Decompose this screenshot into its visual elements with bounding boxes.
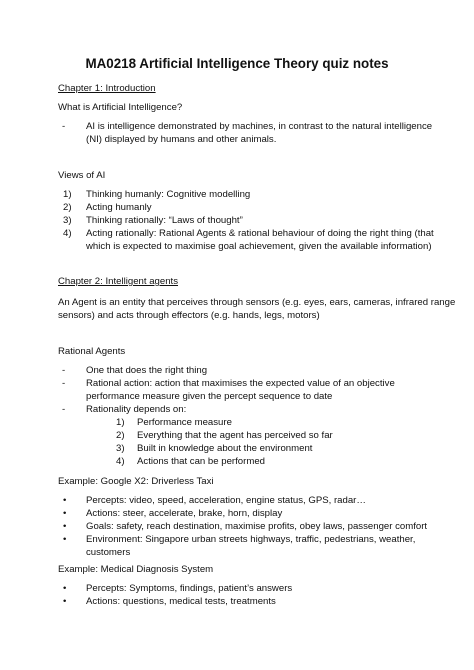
depends-number: 1): [116, 417, 125, 428]
example-1-item-continuation: customers: [86, 547, 131, 558]
ai-definition-line-2: (NI) displayed by humans and other animals.: [86, 134, 277, 145]
view-number: 3): [63, 215, 72, 226]
rational-item: Rationality depends on:: [86, 404, 187, 415]
bullet-marker: •: [63, 508, 67, 519]
bullet-marker: •: [63, 495, 67, 506]
depends-item: Performance measure: [137, 417, 232, 428]
agent-definition-line-2: sensors) and acts through effectors (e.g. hands, legs, motors): [58, 310, 320, 321]
depends-number: 2): [116, 430, 125, 441]
depends-item: Everything that the agent has perceived so far: [137, 430, 333, 441]
example-1-item: Environment: Singapore urban streets highways, traffic, pedestrians, weather,: [86, 534, 416, 545]
dash-marker: -: [62, 404, 66, 415]
depends-number: 3): [116, 443, 125, 454]
view-item: Thinking humanly: Cognitive modelling: [86, 189, 251, 200]
example-2-item: Actions: questions, medical tests, treatments: [86, 596, 276, 607]
view-number: 4): [63, 228, 72, 239]
view-item: Thinking rationally: “Laws of thought”: [86, 215, 243, 226]
example-1-heading: Example: Google X2: Driverless Taxi: [58, 476, 214, 487]
depends-item: Actions that can be performed: [137, 456, 265, 467]
view-number: 2): [63, 202, 72, 213]
depends-item: Built in knowledge about the environment: [137, 443, 313, 454]
views-heading: Views of AI: [58, 170, 106, 181]
example-2-heading: Example: Medical Diagnosis System: [58, 564, 214, 575]
bullet-marker: •: [63, 521, 67, 532]
view-number: 1): [63, 189, 72, 200]
example-1-item: Percepts: video, speed, acceleration, engine status, GPS, radar…: [86, 495, 366, 506]
rational-agents-heading: Rational Agents: [58, 346, 126, 357]
depends-number: 4): [116, 456, 125, 467]
view-item-continuation: which is expected to maximise goal achievement, given the available information): [86, 241, 432, 252]
bullet-marker: •: [63, 534, 67, 545]
dash-marker: -: [62, 365, 66, 376]
example-2-item: Percepts: Symptoms, findings, patient’s answers: [86, 583, 293, 594]
example-1-item: Actions: steer, accelerate, brake, horn, display: [86, 508, 283, 519]
example-1-item: Goals: safety, reach destination, maximise profits, obey laws, passenger comfort: [86, 521, 428, 532]
ai-question: What is Artificial Intelligence?: [58, 102, 183, 113]
dash-marker: -: [62, 378, 66, 389]
view-item: Acting rationally: Rational Agents & rational behaviour of doing the right thing (that: [86, 228, 434, 239]
rational-item: Rational action: action that maximises the expected value of an objective: [86, 378, 395, 389]
agent-definition-line-1: An Agent is an entity that perceives through sensors (e.g. eyes, ears, cameras, infrared range: [58, 297, 456, 308]
ai-definition-line-1: AI is intelligence demonstrated by machines, in contrast to the natural intelligence: [86, 121, 433, 132]
rational-item-continuation: performance measure given the percept sequence to date: [86, 391, 333, 402]
view-item: Acting humanly: [86, 202, 152, 213]
bullet-marker: •: [63, 596, 67, 607]
document-title: MA0218 Artificial Intelligence Theory quiz notes: [85, 56, 389, 71]
dash-marker: -: [62, 121, 66, 132]
chapter-1-heading: Chapter 1: Introduction: [58, 83, 156, 94]
chapter-2-heading: Chapter 2: Intelligent agents: [58, 276, 179, 287]
rational-item: One that does the right thing: [86, 365, 208, 376]
bullet-marker: •: [63, 583, 67, 594]
